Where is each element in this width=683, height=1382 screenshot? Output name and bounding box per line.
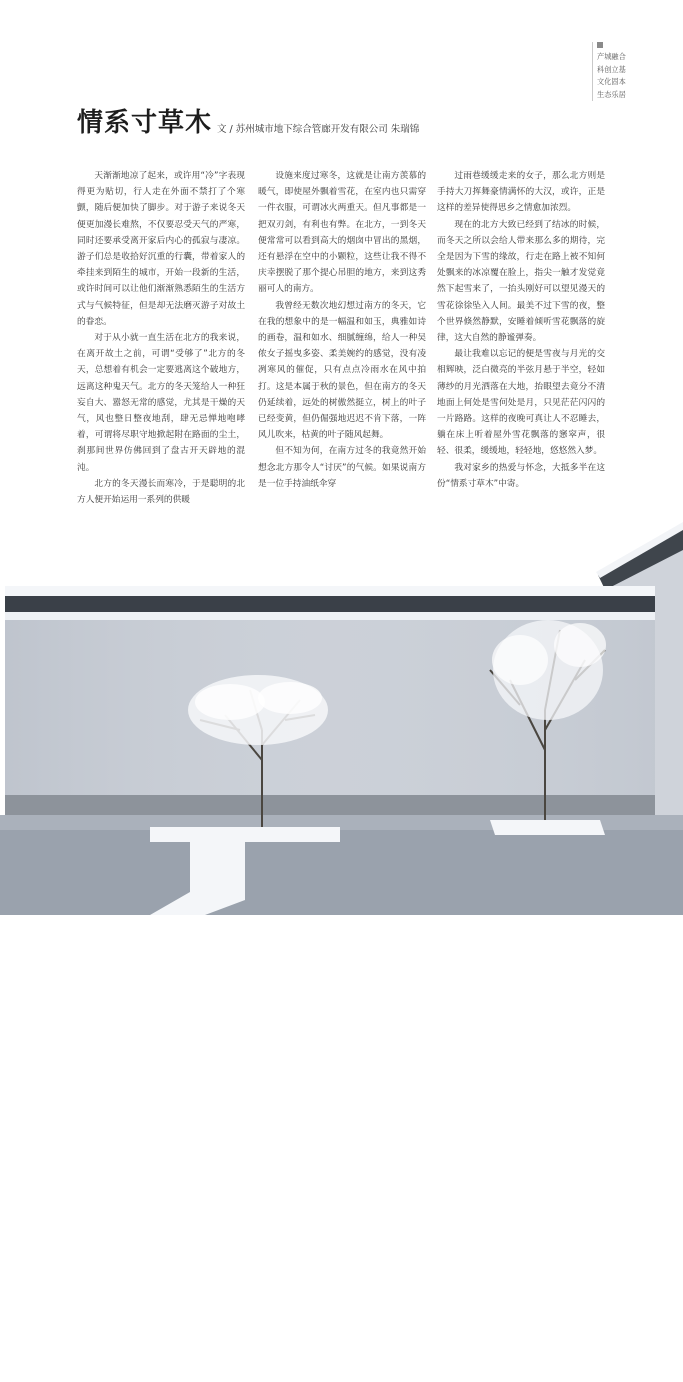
nav-item-industry-city[interactable]: 产城融合: [597, 52, 626, 61]
paragraph: 天渐渐地凉了起来，或许用“冷”字表现得更为贴切，行人走在外面不禁打了个寒颤，随后便加快了脚步。对于游子来说冬天便更加漫长难熬，不仅要忍受天气的严寒，同时还要承受离开家后内心的孤寂与凄凉。游子们总是收拾好沉重的行囊，带着家人的牵挂来到陌生的城市，开始一段新的生活，或许时间可以让他们渐渐熟悉陌生的生活方式与气候特征，但是却无法磨灭游子对故土的眷恋。: [77, 171, 245, 327]
photo-illustration: [0, 530, 683, 915]
article-title: 情系寸草木: [77, 108, 213, 138]
paragraph: 我对家乡的热爱与怀念，大抵多半在这份“情系寸草木”中寄。: [437, 462, 605, 489]
article-byline: 文 / 苏州城市地下综合管廊开发有限公司 朱瑞锦: [217, 124, 420, 135]
paragraph: 过雨巷缓缓走来的女子，那么北方则是手持大刀挥舞豪情满怀的大汉，或许，正是这样的差异使得思乡之情愈加浓烈。: [437, 171, 605, 214]
paragraph: 设施来度过寒冬，这就是让南方羡慕的暖气，即使屋外飘着雪花，在室内也只需穿一件衣服，可谓冰火两重天。但凡事都是一把双刃剑，有利也有弊。在北方，一到冬天便常常可以看到高大的烟囱中冒出的黑烟，还有悬浮在空中的小颗粒，这些让我不得不庆幸摆脱了那个提心吊胆的地方，来到这秀丽可人的南方。: [258, 171, 426, 295]
nav-marker: [597, 42, 603, 48]
paragraph: 现在的北方大致已经到了结冰的时候，而冬天之所以会给人带来那么多的期待，完全是因为下雪的缘故，行走在路上被不知何处飘来的冰凉覆在脸上，指尖一触才发觉竟然下起雪来了，一抬头刚好可以望见漫天的雪花徐徐坠入人间。最美不过下雪的夜，整个世界倏然静默，安睡着倾听雪花飘落的旋律，这大自然的静谧弹奏。: [437, 219, 605, 344]
text-column-1: [77, 168, 245, 508]
nav-item-ecology[interactable]: 生态乐居: [597, 89, 626, 99]
section-nav: [592, 42, 669, 101]
nav-item-culture[interactable]: 文化固本: [597, 77, 626, 87]
text-column-2: [258, 168, 426, 492]
page-footer: SUZHOU URBAN CONSTRUCTION & INVESTMENT 61: [470, 1375, 639, 1382]
paragraph: 我曾经无数次地幻想过南方的冬天，它在我的想象中的是一幅温和如玉，典雅如诗的画卷，温和如水、细腻缠绵，给人一种吴侬女子摇曳多姿、柔美婉约的感觉，没有凌冽寒风的催促，只有点点冷雨水在风中拍打。这是本属于秋的景色，但在南方的冬天仍延续着，远处的树傲然挺立，树上的叶子已经变黄，但仍倔强地迟迟不肯下落，一阵风儿吹来，枯黄的叶子随风起舞。: [258, 300, 426, 441]
snow-courtyard-photo: [0, 530, 683, 1382]
nav-item-tech[interactable]: 科创立基: [597, 64, 626, 74]
article-header: [77, 108, 597, 142]
paragraph: 但不知为何，在南方过冬的我竟然开始想念北方那令人“讨厌”的气候。如果说南方是一位手持油纸伞穿: [258, 446, 426, 489]
paragraph: 北方的冬天漫长而寒冷，于是聪明的北方人便开始运用一系列的供暖: [77, 478, 245, 506]
paragraph: 最让我难以忘记的便是雪夜与月光的交相辉映，泛白微亮的半弦月悬于半空，轻如薄纱的月光洒落在大地，抬眼望去竟分不清地面上何处是雪何处是月，只见茫茫闪闪的一片路路。这样的夜晚可真让人不忍睡去，躺在床上听着屋外雪花飘落的窸窣声，很轻、很柔，缓缓地，轻轻地，悠悠然入梦。: [437, 349, 605, 457]
text-column-3: [437, 168, 605, 492]
paragraph: 对于从小就一直生活在北方的我来说，在离开故土之前，可谓“受够了”北方的冬天，总想着有机会一定要逃离这个破地方，远离这种鬼天气。北方的冬天笼给人一种狂妄自大、嚣怒无常的感觉，尤其是干燥的天气，风也整日整夜地刮，肆无忌惮地咆哮着，可谓将尽职守地掀起附在路面的尘土，刹那间世界仿佛回到了盘古开天辟地的混沌。: [77, 333, 245, 473]
